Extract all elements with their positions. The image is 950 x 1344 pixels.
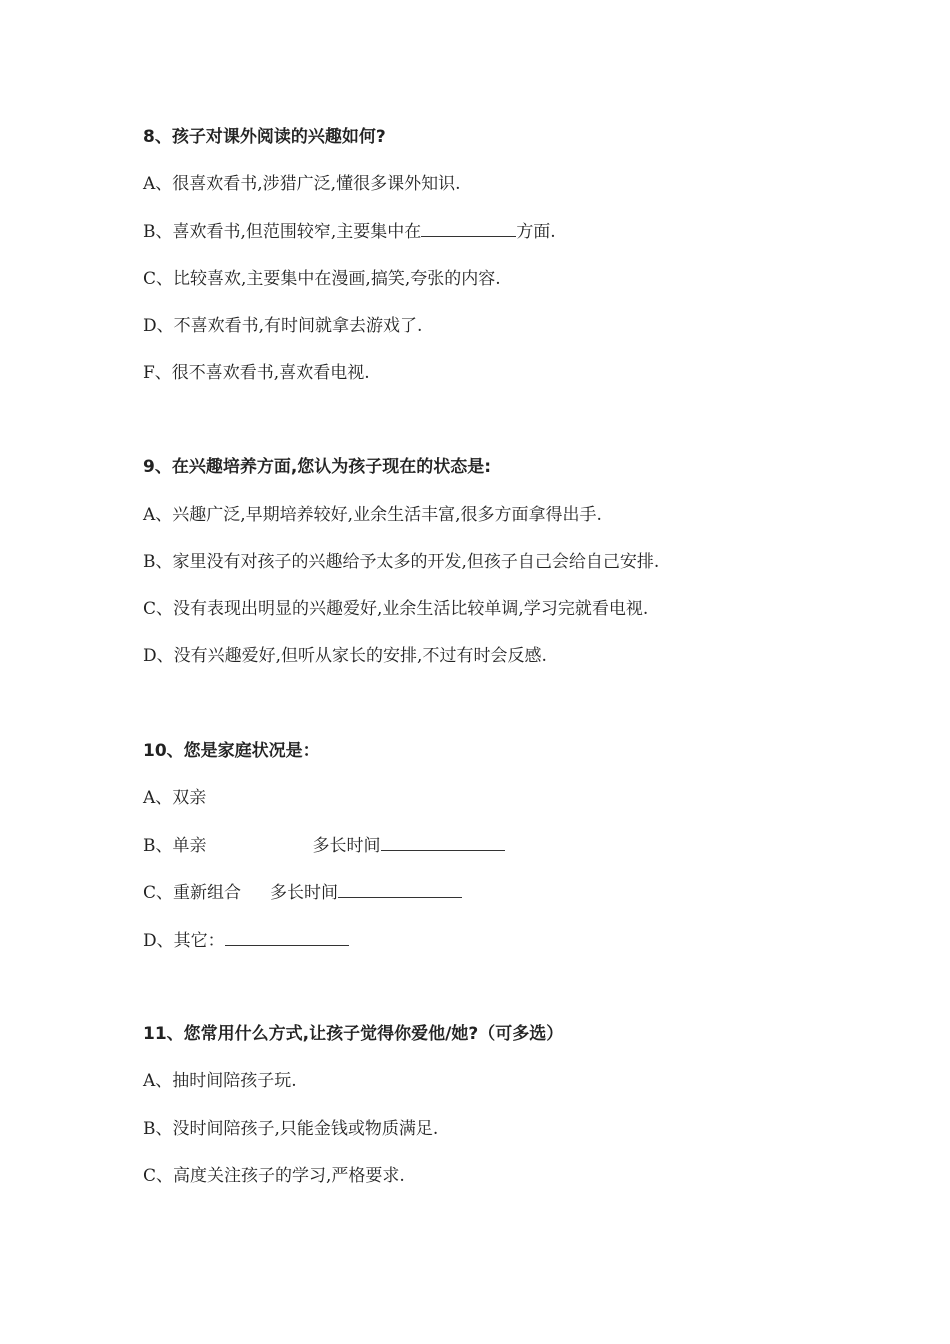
option-prefix: C、 bbox=[143, 1166, 174, 1186]
option-extra: 多长时间 bbox=[312, 836, 381, 856]
question-number: 10、 bbox=[143, 741, 184, 761]
option-text: 比较喜欢,主要集中在漫画,搞笑,夸张的内容. bbox=[173, 269, 501, 289]
question-text: 您是家庭状况是： bbox=[183, 741, 320, 761]
question-8-option-f bbox=[143, 362, 370, 384]
question-11-option-b bbox=[143, 1118, 438, 1140]
option-extra: 多长时间 bbox=[270, 883, 339, 903]
option-prefix: D、 bbox=[143, 646, 174, 666]
option-text: 高度关注孩子的学习,严格要求. bbox=[173, 1166, 405, 1186]
fill-in-blank[interactable] bbox=[381, 834, 505, 851]
fill-in-blank[interactable] bbox=[421, 220, 516, 237]
option-text: 没时间陪孩子,只能金钱或物质满足. bbox=[172, 1119, 439, 1139]
option-text: 没有表现出明显的兴趣爱好,业余生活比较单调,学习完就看电视. bbox=[173, 599, 649, 619]
question-11-title bbox=[143, 1023, 563, 1045]
question-10-option-a bbox=[143, 787, 206, 809]
question-8-option-c bbox=[143, 268, 501, 290]
question-9-option-a bbox=[143, 504, 602, 526]
option-prefix: B、 bbox=[143, 222, 173, 242]
option-text: 没有兴趣爱好,但听从家长的安排,不过有时会反感. bbox=[173, 646, 547, 666]
question-10-option-c bbox=[143, 881, 462, 904]
option-prefix: C、 bbox=[143, 599, 174, 619]
option-prefix: A、 bbox=[143, 174, 173, 194]
option-prefix: D、 bbox=[143, 316, 174, 336]
option-text: 单亲 bbox=[172, 836, 207, 856]
question-9-option-c bbox=[143, 598, 648, 620]
option-prefix: F、 bbox=[143, 363, 172, 383]
option-text: 很喜欢看书,涉猎广泛,懂很多课外知识. bbox=[172, 174, 461, 194]
question-9-option-b bbox=[143, 551, 659, 573]
option-text: 重新组合 bbox=[173, 883, 242, 903]
option-text: 抽时间陪孩子玩. bbox=[172, 1071, 297, 1091]
option-prefix: A、 bbox=[143, 505, 173, 525]
question-9-option-d bbox=[143, 645, 547, 667]
question-10-option-d bbox=[143, 929, 349, 952]
question-10-option-b bbox=[143, 834, 505, 857]
option-prefix: A、 bbox=[143, 788, 173, 808]
question-10-title bbox=[143, 740, 320, 762]
fill-in-blank[interactable] bbox=[225, 929, 349, 946]
question-11-option-c bbox=[143, 1165, 405, 1187]
fill-in-blank[interactable] bbox=[338, 881, 462, 898]
option-prefix: C、 bbox=[143, 269, 174, 289]
question-9-title bbox=[143, 456, 491, 478]
question-11-option-a bbox=[143, 1070, 297, 1092]
question-number: 11、 bbox=[143, 1024, 184, 1044]
option-text: 很不喜欢看书,喜欢看电视. bbox=[171, 363, 370, 383]
option-text: 兴趣广泛,早期培养较好,业余生活丰富,很多方面拿得出手. bbox=[172, 505, 602, 525]
option-prefix: C、 bbox=[143, 883, 174, 903]
question-8-option-d bbox=[143, 315, 422, 337]
option-prefix: B、 bbox=[143, 552, 173, 572]
option-prefix: B、 bbox=[143, 1119, 173, 1139]
question-number: 8、 bbox=[143, 127, 172, 147]
option-text: 喜欢看书,但范围较窄,主要集中在 bbox=[172, 222, 422, 242]
option-text: 双亲 bbox=[172, 788, 207, 808]
question-text: 孩子对课外阅读的兴趣如何? bbox=[171, 127, 386, 147]
option-prefix: B、 bbox=[143, 836, 173, 856]
question-8-title bbox=[143, 126, 386, 148]
option-text: 不喜欢看书,有时间就拿去游戏了. bbox=[173, 316, 423, 336]
question-text: 您常用什么方式,让孩子觉得你爱他/她?（可多选） bbox=[183, 1024, 564, 1044]
option-prefix: D、 bbox=[143, 931, 174, 951]
question-8-option-a bbox=[143, 173, 461, 195]
question-8-option-b bbox=[143, 220, 556, 243]
question-text: 在兴趣培养方面,您认为孩子现在的状态是: bbox=[171, 457, 492, 477]
option-prefix: A、 bbox=[143, 1071, 173, 1091]
option-suffix: 方面. bbox=[516, 222, 556, 242]
option-text: 家里没有对孩子的兴趣给予太多的开发,但孩子自己会给自己安排. bbox=[172, 552, 660, 572]
question-number: 9、 bbox=[143, 457, 172, 477]
option-text: 其它： bbox=[173, 931, 225, 951]
